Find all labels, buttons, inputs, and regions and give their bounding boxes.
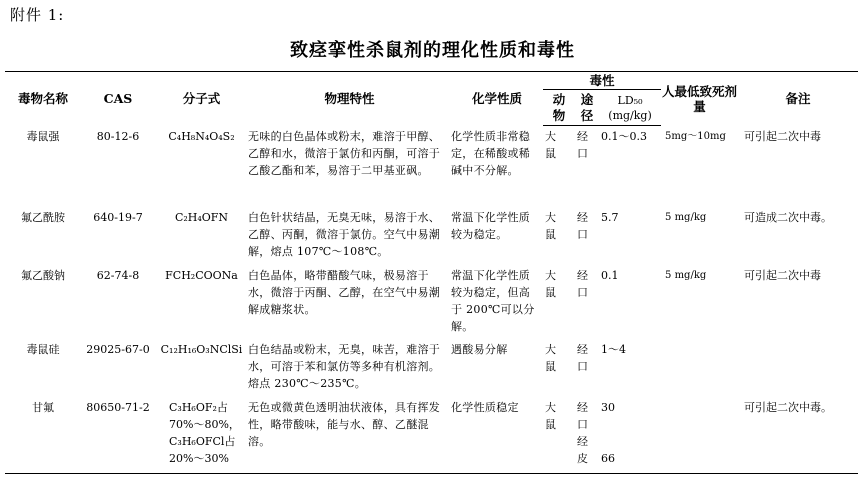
cell-animal <box>543 339 575 397</box>
table-row <box>5 265 858 339</box>
animal-char: 大 <box>545 401 556 414</box>
cell-ld50 <box>599 339 661 397</box>
animal-char: 大 <box>545 130 556 143</box>
cell-animal <box>543 265 575 339</box>
cell-formula: C₄H₈N₄O₄S₂ <box>168 129 235 143</box>
route-char: 口 <box>577 286 588 299</box>
formula-line: 20%～30% <box>169 452 229 465</box>
ld50-value <box>601 433 661 450</box>
cell-route <box>575 265 599 339</box>
route-char: 经 <box>577 211 588 224</box>
header-ld50 <box>599 90 661 126</box>
route-char: 经 <box>577 269 588 282</box>
animal-char: 大 <box>545 343 556 356</box>
animal-char: 鼠 <box>545 147 556 160</box>
cell-name: 氟乙酸钠 <box>21 269 65 282</box>
cell-name: 毒鼠强 <box>26 129 60 143</box>
cell-physical: 白色针状结晶，无臭无味，易溶于水、乙醇、丙酮，微溶于氯仿。空气中易潮解，熔点 107℃～108℃。 <box>248 211 441 258</box>
header-human-min-lethal: 人最低致死剂量 <box>662 83 738 114</box>
cell-chemical: 常温下化学性质较为稳定，但高于 200℃可以分解。 <box>451 269 535 333</box>
cell-formula <box>155 397 248 474</box>
route-char: 口 <box>577 147 588 160</box>
cell-cas: 62-74-8 <box>96 269 140 282</box>
cell-name: 甘氟 <box>5 397 81 474</box>
cell-ld50 <box>599 265 661 339</box>
route-char: 口 <box>577 418 588 431</box>
cell-chemical: 化学性质非常稳定，在稀酸或稀碱中不分解。 <box>451 129 531 177</box>
rodenticide-table <box>5 71 858 474</box>
ld50-value: 30 <box>601 401 615 414</box>
header-formula: 分子式 <box>182 91 221 107</box>
cell-chemical: 化学性质稳定 <box>451 397 543 474</box>
cell-remarks: 可造成二次中毒。 <box>744 211 833 224</box>
animal-char: 鼠 <box>545 286 556 299</box>
ld50-value <box>601 416 661 433</box>
header-ld50-label: LD₅₀ <box>617 93 643 107</box>
cell-cas: 80650-71-2 <box>81 397 155 474</box>
route-char: 经 <box>577 343 588 356</box>
formula-line: C₃H₆OFCl占 <box>169 435 236 448</box>
route-char: 经 <box>577 401 588 414</box>
cell-human-min-lethal <box>661 339 738 397</box>
header-route-text: 途径 <box>580 91 594 123</box>
route-char: 口 <box>577 228 588 241</box>
ld50-value: 0.1 <box>601 269 619 282</box>
cell-remarks: 可引起二次中毒。 <box>738 397 858 474</box>
document-title: 致痉挛性杀鼠剂的理化性质和毒性 <box>290 40 575 61</box>
formula-line: C₃H₆OF₂占 <box>169 401 228 414</box>
cell-remarks: 可引起二次中毒 <box>744 269 822 282</box>
cell-physical: 无色或微黄色透明油状液体，具有挥发性，略带酸味，能与水、醇、乙醚混溶。 <box>248 397 451 474</box>
animal-char: 大 <box>545 269 556 282</box>
cell-chemical: 遇酸易分解 <box>451 343 508 356</box>
route-char: 皮 <box>577 452 588 465</box>
cell-formula: C₁₂H₁₆O₃NClSi <box>160 343 243 356</box>
table-row <box>5 207 858 265</box>
cell-ld50 <box>599 397 661 474</box>
cell-human-min-lethal: 5 mg/kg <box>665 270 707 281</box>
cell-human-min-lethal: 5 mg/kg <box>665 212 707 223</box>
ld50-value: 5.7 <box>601 211 619 224</box>
cell-remarks: 可引起二次中毒 <box>744 129 822 143</box>
table-row <box>5 397 858 474</box>
cell-name: 毒鼠硅 <box>26 343 60 356</box>
cell-cas: 80-12-6 <box>96 129 140 143</box>
cell-cas: 640-19-7 <box>93 211 143 224</box>
animal-char: 鼠 <box>545 228 556 241</box>
cell-remarks <box>738 339 858 397</box>
header-physical: 物理特性 <box>324 91 375 107</box>
animal-char: 大 <box>545 211 556 224</box>
attachment-label: 附件 1: <box>10 6 65 24</box>
cell-animal <box>543 397 575 474</box>
table-row <box>5 126 858 208</box>
cell-ld50 <box>599 126 661 208</box>
route-char: 经 <box>577 435 588 448</box>
table-row <box>5 339 858 397</box>
cell-human-min-lethal <box>661 397 738 474</box>
header-route <box>575 90 599 126</box>
ld50-value: 66 <box>601 452 615 465</box>
formula-line: 70%～80%， <box>169 418 240 431</box>
animal-char: 鼠 <box>545 418 556 431</box>
cell-animal <box>543 126 575 208</box>
cell-route <box>575 126 599 208</box>
cell-ld50 <box>599 207 661 265</box>
ld50-value: 0.1～0.3 <box>601 130 647 143</box>
cell-chemical: 常温下化学性质较为稳定。 <box>451 211 531 241</box>
cell-formula: FCH₂COONa <box>165 269 238 282</box>
header-chemical: 化学性质 <box>471 91 522 107</box>
cell-physical: 白色结晶或粉末，无臭，味苦，难溶于水，可溶于苯和氯仿等多种有机溶剂。熔点 230℃～235℃。 <box>248 343 441 390</box>
header-cas: CAS <box>103 91 133 107</box>
header-toxicity: 毒性 <box>543 72 661 90</box>
ld50-value: 1～4 <box>601 343 626 356</box>
header-animal-text: 动物 <box>552 91 566 123</box>
cell-route <box>575 207 599 265</box>
header-remarks: 备注 <box>785 91 811 107</box>
cell-cas: 29025-67-0 <box>86 343 150 356</box>
header-name: 毒物名称 <box>17 91 68 107</box>
header-animal <box>543 90 575 126</box>
table-body <box>5 126 858 474</box>
cell-name: 氟乙酰胺 <box>21 211 65 224</box>
cell-physical: 无味的白色晶体或粉末，难溶于甲醇、乙醇和水，微溶于氯仿和丙酮，可溶于乙酸乙酯和苯，易溶于二甲基亚砜。 <box>248 129 441 177</box>
cell-physical: 白色晶体，略带醋酸气味，极易溶于水，微溶于丙酮、乙醇，在空气中易潮解成糖浆状。 <box>248 269 441 316</box>
cell-human-min-lethal: 5mg～10mg <box>665 130 726 142</box>
cell-animal <box>543 207 575 265</box>
route-char: 口 <box>577 360 588 373</box>
cell-route <box>575 339 599 397</box>
animal-char: 鼠 <box>545 360 556 373</box>
cell-route <box>575 397 599 474</box>
header-ld50-unit: (mg/kg) <box>608 108 652 122</box>
cell-formula: C₂H₄OFN <box>174 211 229 224</box>
route-char: 经 <box>577 130 588 143</box>
